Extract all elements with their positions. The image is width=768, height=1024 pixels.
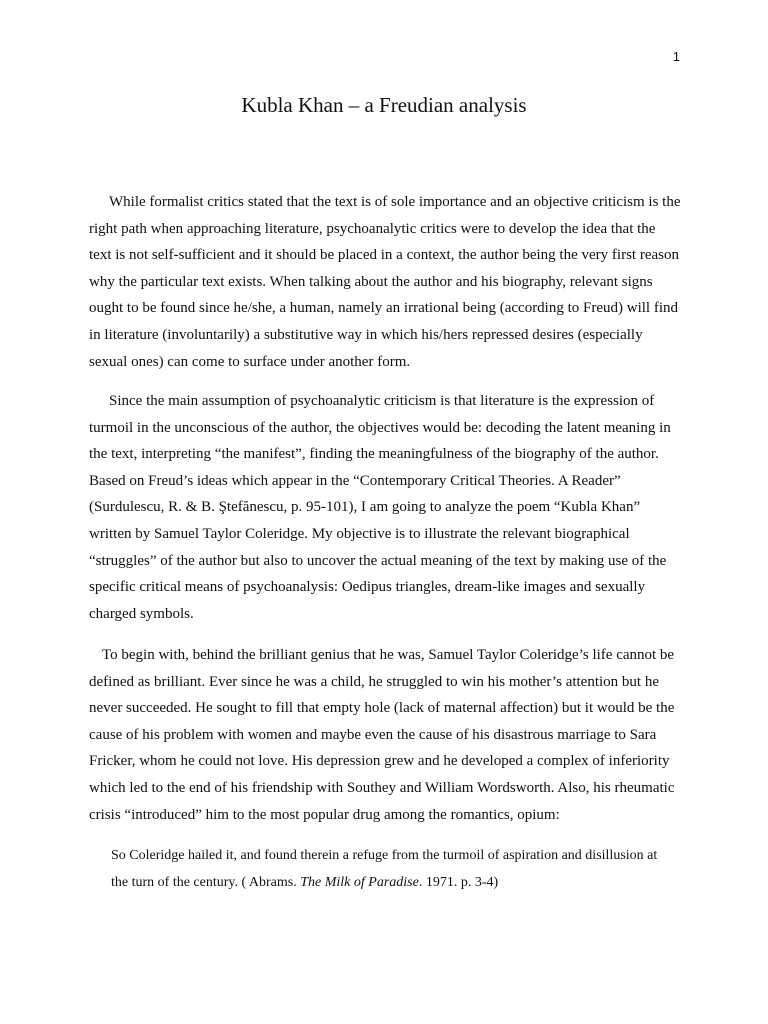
page-number: 1	[672, 49, 680, 64]
block-quote	[111, 843, 676, 896]
paragraph-objectives: Since the main assumption of psychoanalytic criticism is that literature is the expression of turmoil in the unconscious of the author, the objectives would be: decoding the latent meaning in the text, interpreting “the manifest”, finding the meaningfulness of the biography of the author. Based on Freud’s ideas which appear in the “Contemporary Critical Theories. A Reader” (Surdulescu, R. & B. Ştefănescu, p. 95-101), I am going to analyze the poem “Kubla Khan” written by Samuel Taylor Coleridge. My objective is to illustrate the relevant biographical “struggles” of the author but also to uncover the actual meaning of the text by making use of the specific critical means of psychoanalysis: Oedipus triangles, dream-like images and sexually charged symbols.	[89, 393, 671, 622]
quote-source-title: The Milk of Paradise	[300, 874, 419, 890]
paragraph-intro: While formalist critics stated that the text is of sole importance and an objective criticism is the right path when approaching literature, psychoanalytic critics were to develop the idea that the text is not self-sufficient and it should be placed in a context, the author being the very first reason why the particular text exists. When talking about the author and his biography, relevant signs ought to be found since he/she, a human, namely an irrational being (according to Freud) will find in literature (involuntarily) a substitutive way in which his/hers repressed desires (especially sexual ones) can come to surface under another form.	[89, 194, 681, 370]
paragraph-biography: To begin with, behind the brilliant genius that he was, Samuel Taylor Coleridge’s life cannot be defined as brilliant. Ever since he was a child, he struggled to win his mother’s attention but he never succeeded. He sought to fill that empty hole (lack of maternal affection) but it would be the cause of his problem with women and maybe even the cause of his disastrous marriage to Sara Fricker, whom he could not love. His depression grew and he developed a complex of inferiority which led to the end of his friendship with Southey and William Wordsworth. Also, his rheumatic crisis “introduced” him to the most popular drug among the romantics, opium:	[89, 647, 675, 823]
quote-source-details: . 1971. p. 3-4)	[418, 874, 499, 890]
quote-text: So Coleridge hailed it, and found therein a refuge from the turmoil of aspiration and disillusion at the turn of the century. ( Abrams.	[111, 848, 658, 890]
document-title: Kubla Khan – a Freudian analysis	[241, 93, 527, 117]
